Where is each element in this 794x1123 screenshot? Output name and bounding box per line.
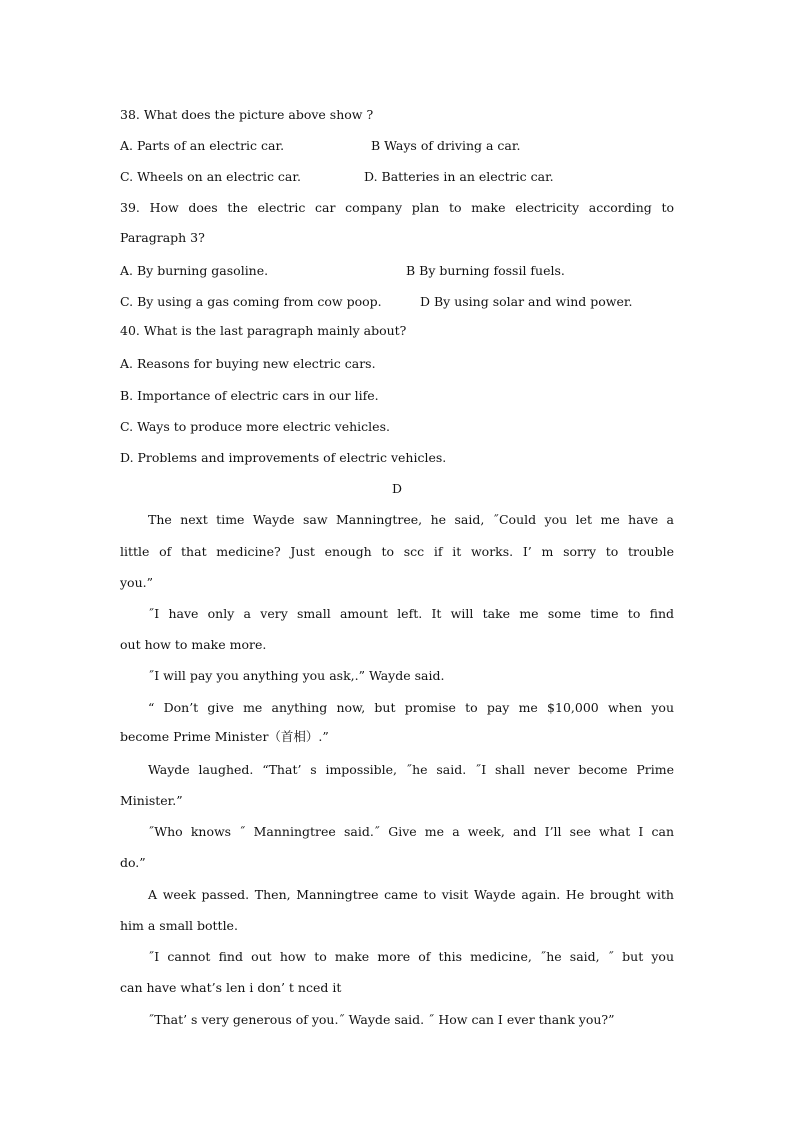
- question-38-option-a: A. Parts of an electric car.: [120, 138, 285, 153]
- question-40-option-c: C. Ways to produce more electric vehicles.: [120, 419, 390, 434]
- question-38-option-b: B Ways of driving a car.: [371, 138, 521, 153]
- question-40-option-b: B. Importance of electric cars in our life.: [120, 388, 379, 403]
- question-40-stem: 40. What is the last paragraph mainly about?: [120, 323, 407, 338]
- question-38-option-c: C. Wheels on an electric car.: [120, 169, 301, 184]
- passage-line: do.”: [120, 855, 146, 870]
- passage-line: Wayde laughed. “That’ s impossible, ˝he said. ˝I shall never become Prime: [148, 762, 674, 777]
- passage-line: ˝I will pay you anything you ask,.” Wayde said.: [148, 668, 445, 683]
- passage-line: ˝Who knows ˝ Manningtree said.˝ Give me a week, and I’ll see what I can: [148, 824, 674, 839]
- question-39-stem-line-2: Paragraph 3?: [120, 230, 205, 245]
- question-39-option-b: B By burning fossil fuels.: [406, 263, 565, 278]
- passage-line: ˝That’ s very generous of you.˝ Wayde said. ˝ How can I ever thank you?”: [148, 1012, 615, 1027]
- question-38-option-d: D. Batteries in an electric car.: [364, 169, 554, 184]
- question-39-option-c: C. By using a gas coming from cow poop.: [120, 294, 382, 309]
- question-39-stem-line-1: 39. How does the electric car company plan to make electricity according to: [120, 200, 674, 215]
- passage-line: ˝I have only a very small amount left. It will take me some time to find: [148, 606, 674, 621]
- passage-line: ˝I cannot find out how to make more of this medicine, ˝he said, ˝ but you: [148, 949, 674, 964]
- passage-line: him a small bottle.: [120, 918, 238, 933]
- passage-line: Minister.”: [120, 793, 183, 808]
- passage-line: A week passed. Then, Manningtree came to visit Wayde again. He brought with: [148, 887, 674, 902]
- question-39-option-d: D By using solar and wind power.: [420, 294, 633, 309]
- section-heading: D: [391, 481, 403, 496]
- question-38-stem: 38. What does the picture above show ?: [120, 107, 374, 122]
- question-40-option-a: A. Reasons for buying new electric cars.: [120, 356, 376, 371]
- passage-line: can have what’s len i don’ t nced it: [120, 980, 342, 995]
- passage-line: you.”: [120, 575, 154, 590]
- passage-line: become Prime Minister（首相）.”: [120, 729, 329, 744]
- question-40-option-d: D. Problems and improvements of electric vehicles.: [120, 450, 447, 465]
- passage-line: out how to make more.: [120, 637, 267, 652]
- passage-line: The next time Wayde saw Manningtree, he said, ˝Could you let me have a: [148, 512, 674, 527]
- question-39-option-a: A. By burning gasoline.: [120, 263, 269, 278]
- passage-line: little of that medicine? Just enough to scc if it works. I’ m sorry to trouble: [120, 544, 674, 559]
- passage-line: “ Don’t give me anything now, but promise to pay me $10,000 when you: [148, 700, 674, 715]
